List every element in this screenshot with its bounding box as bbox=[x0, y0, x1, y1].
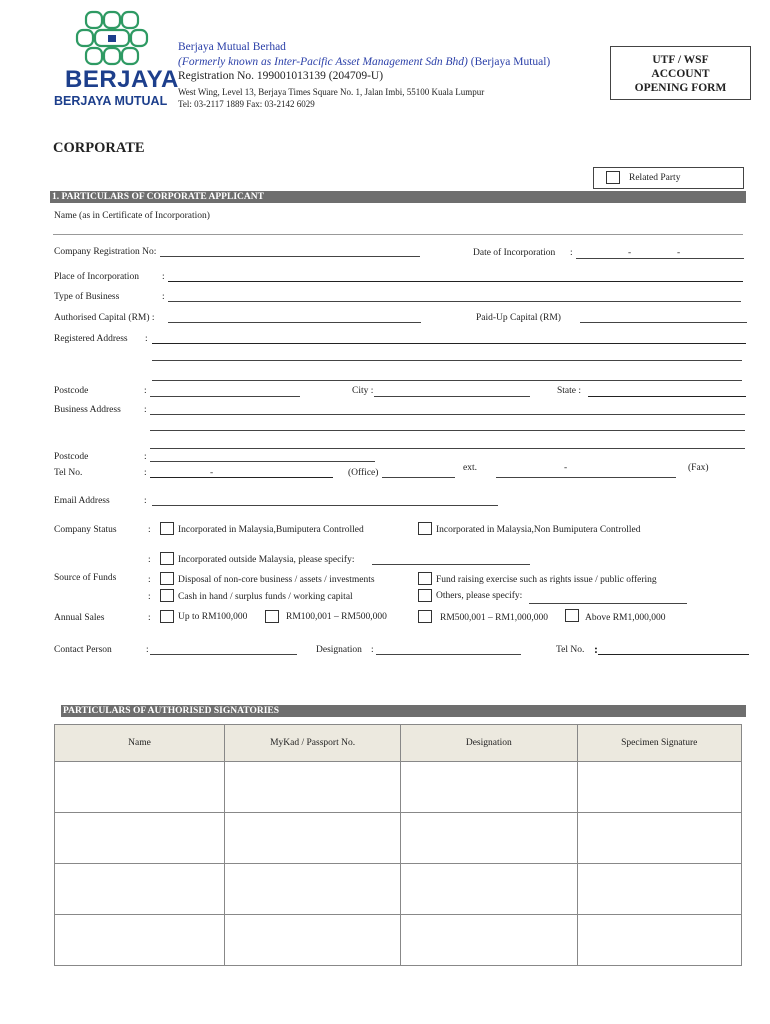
business-address-line2[interactable] bbox=[150, 430, 745, 431]
status-bumi-label: Incorporated in Malaysia,Bumiputera Controlled bbox=[178, 525, 364, 535]
contact-person-label: Contact Person bbox=[54, 645, 112, 655]
contact-tel-field[interactable] bbox=[598, 654, 749, 655]
sales-500k-1m-label: RM500,001 – RM1,000,000 bbox=[440, 613, 548, 623]
sales-up-to-100k-checkbox[interactable] bbox=[160, 610, 174, 623]
colon: : bbox=[162, 292, 165, 302]
reg-address-label: Registered Address bbox=[54, 334, 128, 344]
sales-above-1m-label: Above RM1,000,000 bbox=[585, 613, 666, 623]
company-reg-label: Company Registration No: bbox=[54, 247, 157, 257]
postcode-field[interactable] bbox=[150, 396, 300, 397]
business-address-label: Business Address bbox=[54, 405, 121, 415]
cell-mykad[interactable] bbox=[225, 813, 401, 864]
cell-mykad[interactable] bbox=[225, 915, 401, 966]
place-incorp-field[interactable] bbox=[168, 281, 743, 282]
company-logo bbox=[50, 8, 179, 112]
colon: : bbox=[145, 334, 148, 344]
designation-label: Designation bbox=[316, 645, 362, 655]
colon: : bbox=[148, 592, 151, 602]
sales-500k-1m-checkbox[interactable] bbox=[418, 610, 432, 623]
reg-address-line2[interactable] bbox=[152, 360, 742, 361]
colon: : bbox=[144, 496, 147, 506]
funds-others-label: Others, please specify: bbox=[436, 591, 523, 601]
former-name-italic: (Formerly known as Inter-Pacific Asset Management Sdn Bhd) bbox=[178, 56, 468, 68]
cell-designation[interactable] bbox=[401, 915, 577, 966]
col-signature: Specimen Signature bbox=[577, 725, 741, 762]
reg-address-line1[interactable] bbox=[152, 343, 746, 344]
tel-label: Tel No. bbox=[54, 468, 83, 478]
page-title: CORPORATE bbox=[53, 140, 145, 156]
funds-raising-checkbox[interactable] bbox=[418, 572, 432, 585]
colon: : bbox=[148, 525, 151, 535]
business-address-line1[interactable] bbox=[150, 414, 745, 415]
cell-name[interactable] bbox=[55, 864, 225, 915]
colon: : bbox=[148, 613, 151, 623]
col-designation: Designation bbox=[401, 725, 577, 762]
contact-person-field[interactable] bbox=[150, 654, 297, 655]
funds-disposal-label: Disposal of non-core business / assets / investments bbox=[178, 575, 375, 585]
date-incorp-field[interactable] bbox=[576, 258, 744, 259]
related-party-label: Related Party bbox=[629, 173, 681, 183]
registration-number: Registration No. 199001013139 (204709-U) bbox=[178, 70, 384, 82]
cell-name[interactable] bbox=[55, 762, 225, 813]
cell-name[interactable] bbox=[55, 813, 225, 864]
email-field[interactable] bbox=[152, 505, 498, 506]
logo-subtitle: BERJAYA MUTUAL bbox=[54, 94, 168, 108]
type-business-field[interactable] bbox=[168, 301, 741, 302]
company-status-label: Company Status bbox=[54, 525, 117, 535]
form-title-box bbox=[610, 46, 751, 100]
cell-designation[interactable] bbox=[401, 762, 577, 813]
cell-signature[interactable] bbox=[577, 813, 741, 864]
company-contact: Tel: 03-2117 1889 Fax: 03-2142 6029 bbox=[178, 99, 315, 109]
cell-designation[interactable] bbox=[401, 864, 577, 915]
sales-above-1m-checkbox[interactable] bbox=[565, 609, 579, 622]
funds-cash-checkbox[interactable] bbox=[160, 589, 174, 602]
table-row bbox=[55, 813, 742, 864]
tel-dash: - bbox=[210, 468, 214, 478]
colon: : bbox=[371, 645, 374, 655]
colon: : bbox=[144, 405, 147, 415]
contact-tel-label: Tel No. bbox=[556, 645, 585, 655]
colon: : bbox=[144, 452, 147, 462]
former-name-suffix: (Berjaya Mutual) bbox=[467, 56, 551, 68]
colon: : bbox=[148, 575, 151, 585]
col-name: Name bbox=[55, 725, 225, 762]
colon: : bbox=[144, 386, 147, 396]
colon: : bbox=[146, 645, 149, 655]
place-incorp-label: Place of Incorporation bbox=[54, 272, 139, 282]
company-reg-field[interactable] bbox=[160, 256, 420, 257]
status-outside-field[interactable] bbox=[372, 564, 530, 565]
form-title-line3: OPENING FORM bbox=[634, 82, 727, 94]
sales-up-to-100k-label: Up to RM100,000 bbox=[178, 612, 248, 622]
signatories-table bbox=[54, 724, 742, 966]
status-nonbumi-checkbox[interactable] bbox=[418, 522, 432, 535]
city-field[interactable] bbox=[374, 396, 530, 397]
state-field[interactable] bbox=[588, 396, 746, 397]
office-label: (Office) bbox=[348, 468, 379, 478]
colon: : bbox=[594, 642, 598, 656]
col-mykad: MyKad / Passport No. bbox=[225, 725, 401, 762]
business-postcode-field[interactable] bbox=[150, 461, 375, 462]
business-address-line3[interactable] bbox=[150, 448, 745, 449]
table-row bbox=[55, 762, 742, 813]
cell-signature[interactable] bbox=[577, 915, 741, 966]
ext-label: ext. bbox=[463, 463, 477, 473]
colon: : bbox=[148, 555, 151, 565]
section1-header: 1. PARTICULARS OF CORPORATE APPLICANT bbox=[50, 191, 746, 203]
tel-office-field[interactable] bbox=[150, 477, 333, 478]
table-row bbox=[55, 864, 742, 915]
auth-capital-field[interactable] bbox=[168, 322, 421, 323]
funds-disposal-checkbox[interactable] bbox=[160, 572, 174, 585]
form-title-line2: ACCOUNT bbox=[651, 68, 710, 80]
sales-100k-500k-checkbox[interactable] bbox=[265, 610, 279, 623]
cell-signature[interactable] bbox=[577, 864, 741, 915]
date-incorp-label: Date of Incorporation bbox=[473, 248, 556, 258]
status-outside-checkbox[interactable] bbox=[160, 552, 174, 565]
cell-mykad[interactable] bbox=[225, 762, 401, 813]
state-label: State : bbox=[557, 386, 582, 396]
name-field[interactable] bbox=[53, 234, 743, 235]
status-outside-label: Incorporated outside Malaysia, please specify: bbox=[178, 555, 355, 565]
status-bumi-checkbox[interactable] bbox=[160, 522, 174, 535]
auth-capital-label: Authorised Capital (RM) : bbox=[54, 313, 155, 323]
date-dash-2: - bbox=[677, 248, 681, 258]
cell-designation[interactable] bbox=[401, 813, 577, 864]
form-title-line1: UTF / WSF bbox=[652, 54, 709, 66]
postcode-label: Postcode bbox=[54, 386, 89, 396]
company-address: West Wing, Level 13, Berjaya Times Square No. 1, Jalan Imbi, 55100 Kuala Lumpur bbox=[178, 87, 485, 97]
ext-field[interactable] bbox=[382, 477, 455, 478]
table-row bbox=[55, 915, 742, 966]
date-dash-1: - bbox=[628, 248, 632, 258]
reg-address-line3[interactable] bbox=[152, 380, 742, 381]
type-business-label: Type of Business bbox=[54, 292, 120, 302]
status-nonbumi-label: Incorporated in Malaysia,Non Bumiputera Controlled bbox=[436, 525, 641, 535]
paid-up-field[interactable] bbox=[580, 322, 747, 323]
signatories-header: PARTICULARS OF AUTHORISED SIGNATORIES bbox=[61, 705, 746, 717]
company-name: Berjaya Mutual Berhad bbox=[178, 41, 286, 53]
city-label: City : bbox=[352, 386, 374, 396]
colon: : bbox=[570, 248, 573, 258]
colon: : bbox=[144, 468, 147, 478]
annual-sales-label: Annual Sales bbox=[54, 613, 105, 623]
fax-field[interactable] bbox=[496, 477, 676, 478]
designation-field[interactable] bbox=[376, 654, 521, 655]
paid-up-label: Paid-Up Capital (RM) bbox=[476, 313, 561, 323]
cell-mykad[interactable] bbox=[225, 864, 401, 915]
related-party-checkbox[interactable] bbox=[606, 171, 620, 184]
fax-dash: - bbox=[564, 463, 568, 473]
email-label: Email Address bbox=[54, 496, 110, 506]
cell-signature[interactable] bbox=[577, 762, 741, 813]
name-label: Name (as in Certificate of Incorporation) bbox=[54, 211, 210, 221]
fax-label: (Fax) bbox=[688, 463, 709, 473]
sales-100k-500k-label: RM100,001 – RM500,000 bbox=[286, 612, 387, 622]
logo-wordmark: BERJAYA bbox=[65, 66, 179, 93]
funds-raising-label: Fund raising exercise such as rights issue / public offering bbox=[436, 575, 657, 585]
funds-cash-label: Cash in hand / surplus funds / working capital bbox=[178, 592, 353, 602]
cell-name[interactable] bbox=[55, 915, 225, 966]
signatories-header-row bbox=[55, 725, 742, 762]
business-postcode-label: Postcode bbox=[54, 452, 89, 462]
funds-others-checkbox[interactable] bbox=[418, 589, 432, 602]
colon: : bbox=[162, 272, 165, 282]
funds-others-field[interactable] bbox=[529, 603, 687, 604]
source-funds-label: Source of Funds bbox=[54, 573, 117, 583]
company-former-name bbox=[178, 56, 550, 68]
